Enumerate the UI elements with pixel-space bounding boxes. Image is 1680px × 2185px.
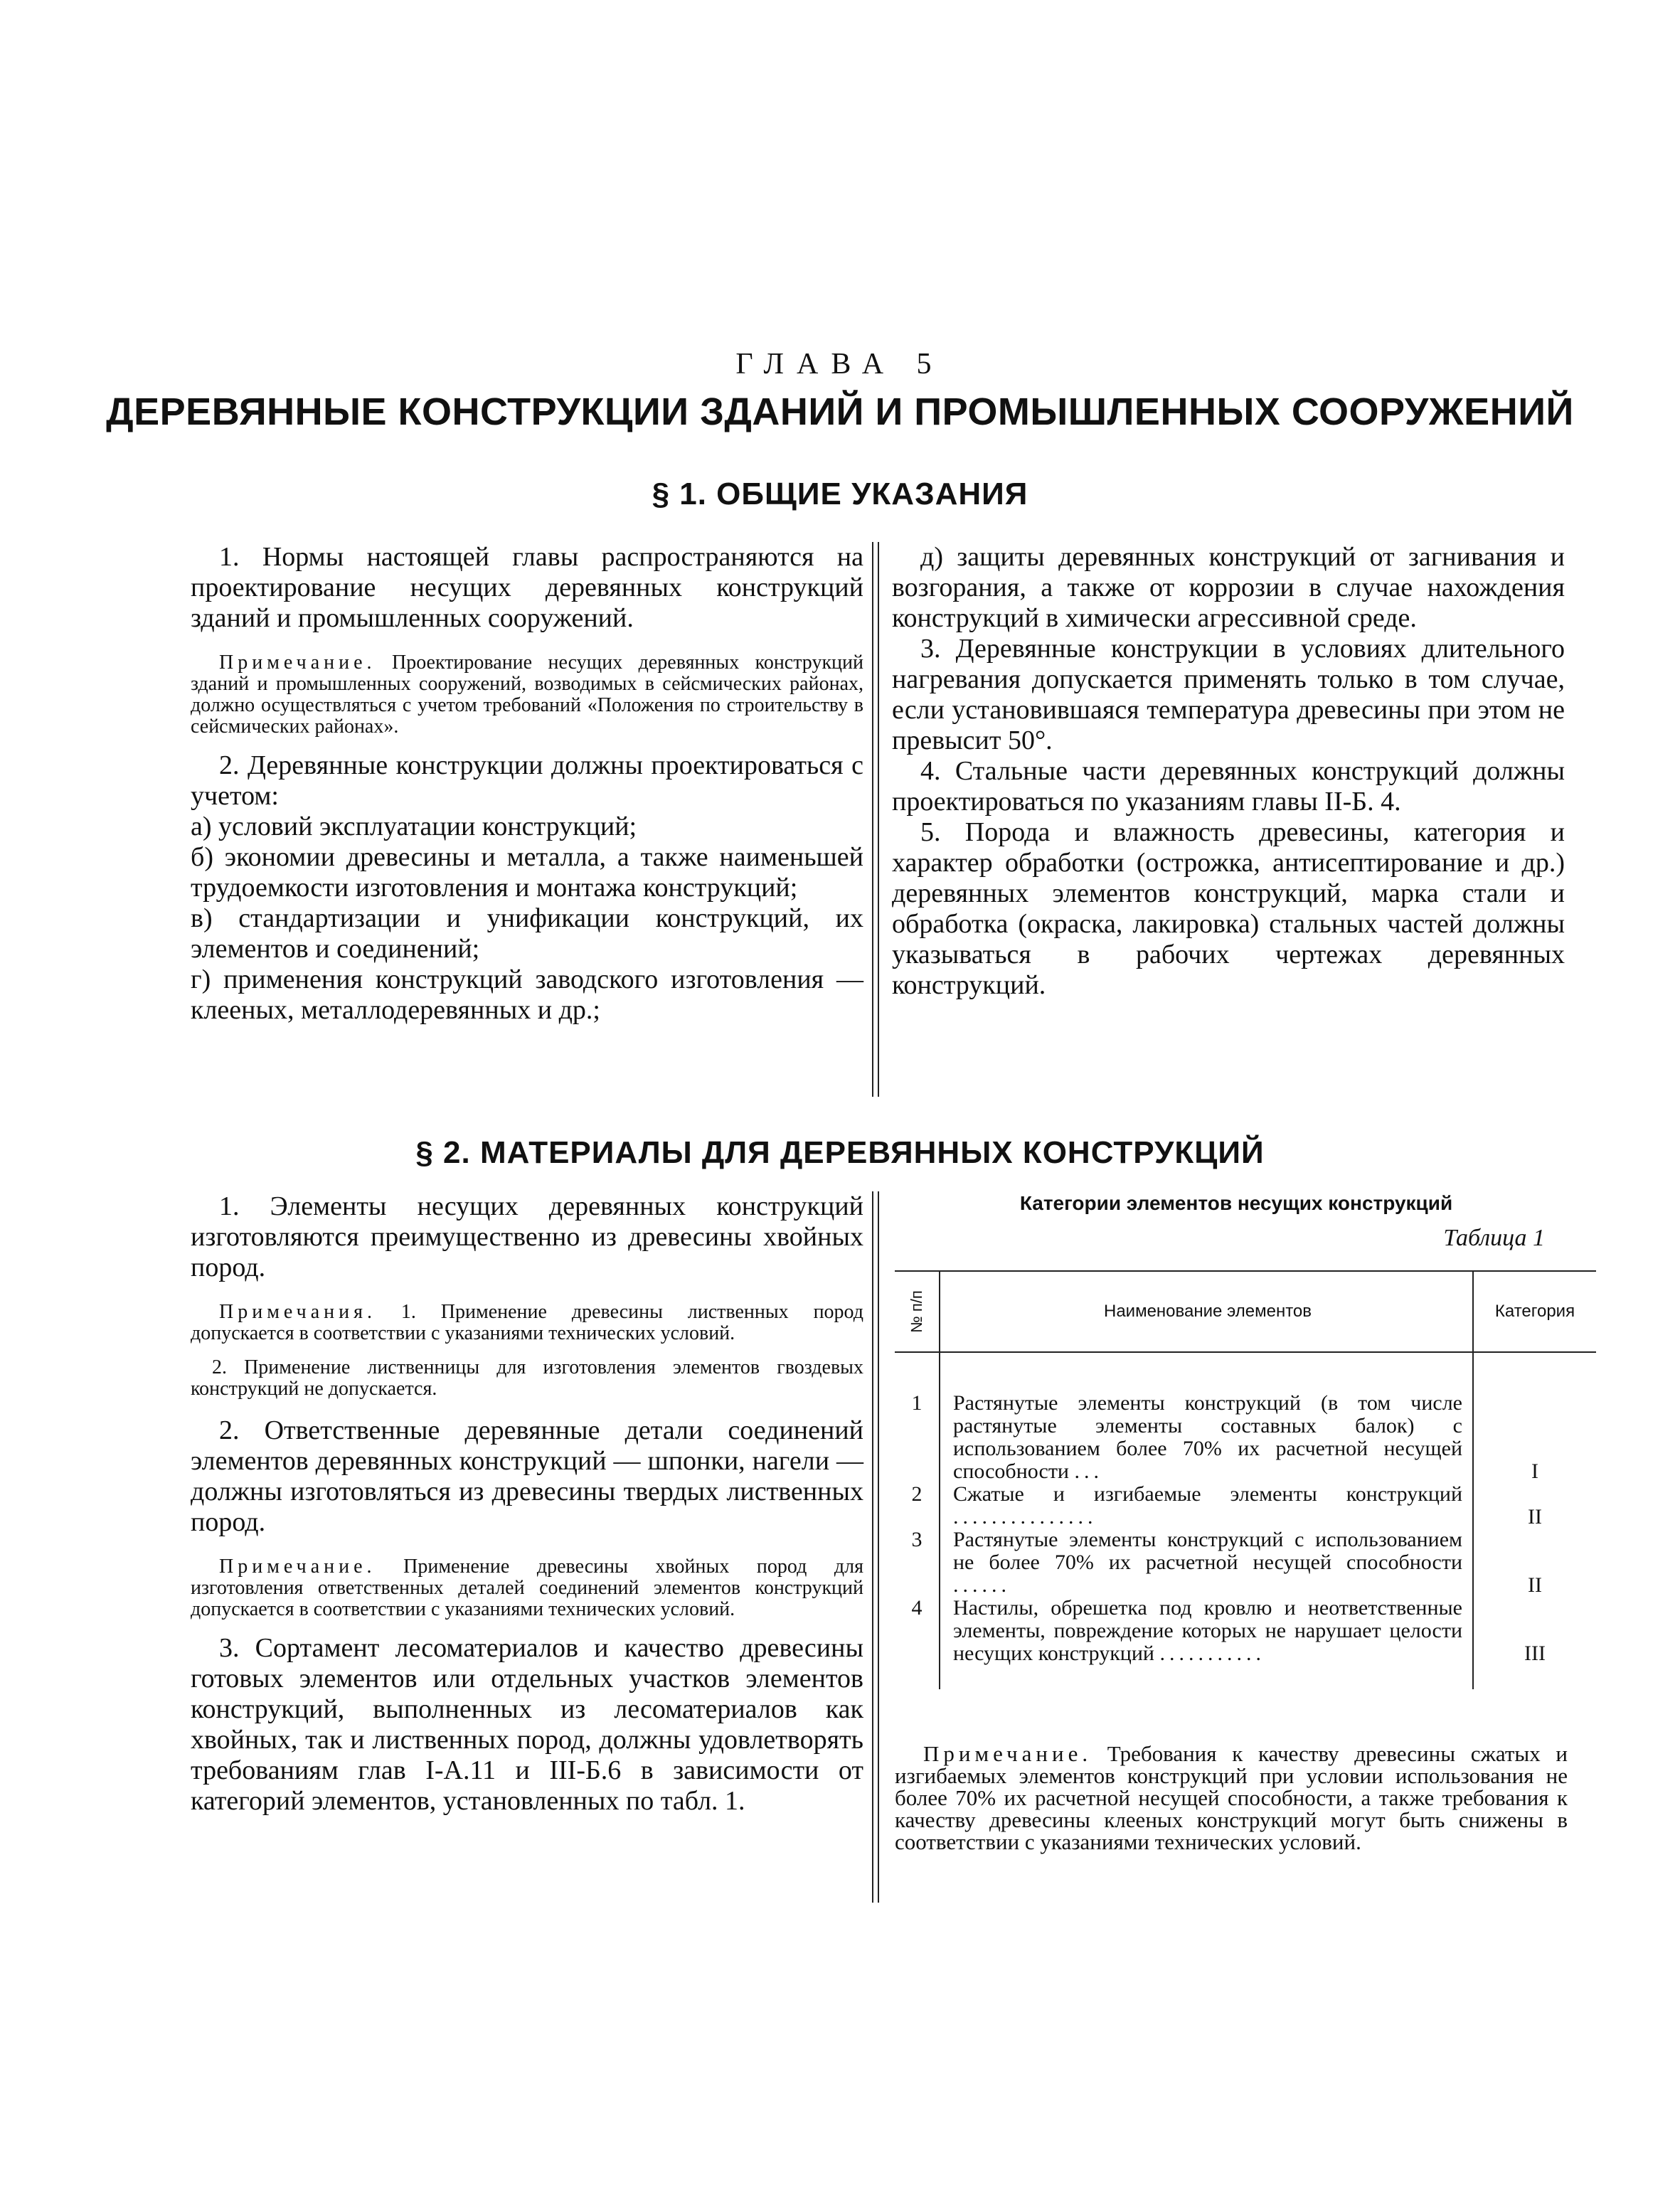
section1-para-2: 2. Деревянные конструкции должны проектироваться с учетом: <box>191 750 863 811</box>
section2-heading: § 2. МАТЕРИАЛЫ ДЛЯ ДЕРЕВЯННЫХ КОНСТРУКЦИЙ <box>415 1135 1265 1170</box>
chapter-label: ГЛАВА 5 <box>735 348 945 381</box>
section1-item-b: б) экономии древесины и металла, а также наименьшей трудоемкости изготовления и монтажа конструкций; <box>191 842 863 903</box>
section1-item-a: а) условий эксплуатации конструкций; <box>191 812 637 841</box>
row-category: I <box>1531 1460 1538 1483</box>
section1-note <box>191 652 863 738</box>
column-divider <box>878 542 879 1097</box>
section1-para-1: 1. Нормы настоящей главы распространяются на проектирование несущих деревянных конструкций зданий и промышленных сооружений. <box>191 542 863 633</box>
header-category: Категория <box>1473 1271 1596 1352</box>
table-spacer-row <box>895 1665 1596 1689</box>
section1-item-v: в) стандартизации и унификации конструкций, их элементов и соединений; <box>191 903 863 964</box>
table-row <box>895 1392 1596 1483</box>
table-row <box>895 1597 1596 1665</box>
column-divider <box>872 1191 873 1903</box>
row-number: 4 <box>895 1597 940 1665</box>
table-row <box>895 1529 1596 1597</box>
section2-left-column <box>191 1191 863 1817</box>
notes-item-1: 1. Применение древесины лиственных пород допускается в соответствии с указаниями технических условий. <box>191 1301 863 1344</box>
row-number: 1 <box>895 1392 940 1483</box>
note-text: Применение древесины хвойных пород для изготовления ответственных деталей соединений элементов конструкций допускается в соответствии с указаниями технических условий. <box>191 1556 863 1620</box>
row-element-name: Растянутые элементы конструкций (в том числе растянутые элементы составных балок) с использованием более 70% их расчетной несущей способности ... <box>940 1392 1473 1483</box>
note-text: Требования к качеству древесины сжатых и изгибаемых элементов конструкций при условии использования не более 70% их расчетной несущей способности, а также требования к качеству древесины клееных конструкций могут быть снижены в соответствии с указаниями технических условий. <box>895 1741 1568 1854</box>
row-element-name: Растянутые элементы конструкций с использованием не более 70% их расчетной несущей способности ...... <box>940 1529 1473 1597</box>
section1-heading: § 1. ОБЩИЕ УКАЗАНИЯ <box>652 477 1028 511</box>
table-header-row <box>895 1271 1596 1352</box>
dot-leader: ...... <box>953 1573 1011 1597</box>
note-label: Примечание. <box>219 1556 376 1578</box>
header-element-name: Наименование элементов <box>940 1271 1473 1352</box>
notes-item-2: 2. Применение лиственницы для изготовления элементов гвоздевых конструкций не допускается. <box>191 1356 863 1400</box>
row-category: III <box>1524 1642 1546 1665</box>
row-number: 2 <box>895 1483 940 1529</box>
column-divider <box>878 1191 879 1903</box>
column-divider <box>872 542 873 1097</box>
section2-para-2: 2. Ответственные деревянные детали соединений элементов деревянных конструкций — шпонки, нагели — должны изготовляться из древесины твердых лиственных пород. <box>191 1415 863 1537</box>
categories-table <box>895 1270 1596 1689</box>
section2-para-1: 1. Элементы несущих деревянных конструкций изготовляются преимущественно из древесины хвойных пород. <box>191 1191 863 1282</box>
note-text: Проектирование несущих деревянных конструкций зданий и промышленных сооружений, возводимых в сейсмических районах, должно осуществляться с учетом требований «Положения по строительству в сейсмических районах». <box>191 652 863 738</box>
note-label: Примечание. <box>923 1741 1092 1766</box>
row-element-name: Настилы, обрешетка под кровлю и неответственные элементы, повреждение которых не нарушает целости несущих конструкций ........... <box>940 1597 1473 1665</box>
row-element-name: Сжатые и изгибаемые элементы конструкций ............... <box>940 1483 1473 1529</box>
section1-right-column <box>892 542 1565 1001</box>
row-number: 3 <box>895 1529 940 1597</box>
section1-para-5: 5. Порода и влажность древесины, категория и характер обработки (острожка, антисептирование и др.) деревянных элементов конструкций, марка стали и обработка (окраска, лакировка) стальных частей должны указываться в рабочих чертежах деревянных конструкций. <box>892 817 1565 1000</box>
section2-notes <box>191 1302 863 1344</box>
section2-note <box>191 1556 863 1620</box>
section1-para-4: 4. Стальные части деревянных конструкций должны проектироваться по указаниям главы II-Б. 4. <box>892 756 1565 817</box>
table-spacer-row <box>895 1352 1596 1392</box>
table-row <box>895 1483 1596 1529</box>
row-category: II <box>1528 1505 1542 1529</box>
section1-item-g: г) применения конструкций заводского изготовления — клееных, металлодеревянных и др.; <box>191 964 863 1025</box>
section1-left-column <box>191 542 863 1026</box>
dot-leader: ........... <box>1159 1642 1265 1665</box>
row-category: II <box>1528 1573 1542 1597</box>
header-number: № п/п <box>895 1271 940 1352</box>
dot-leader: ... <box>1074 1460 1103 1483</box>
section1-item-d: д) защиты деревянных конструкций от загнивания и возгорания, а также от коррозии в случае нахождения конструкций в химически агрессивной среде. <box>892 542 1565 633</box>
section1-para-3: 3. Деревянные конструкции в условиях длительного нагревания допускается применять только в том случае, если установившаяся температура древесины при этом не превысит 50°. <box>892 634 1565 755</box>
section2-para-3: 3. Сортамент лесоматериалов и качество древесины готовых элементов или отдельных участков элементов конструкций, выполненных из лесоматериалов как хвойных, так и лиственных пород, должны удовлетворять требованиям глав I-А.11 и III-Б.6 в зависимости от категорий элементов, установленных по табл. 1. <box>191 1633 863 1816</box>
table-note <box>895 1743 1568 1853</box>
chapter-title: ДЕРЕВЯННЫЕ КОНСТРУКЦИИ ЗДАНИЙ И ПРОМЫШЛЕННЫХ СООРУЖЕНИЙ <box>106 390 1574 433</box>
dot-leader: ............... <box>953 1505 1097 1529</box>
table-number: Таблица 1 <box>1443 1225 1545 1251</box>
note-label: Примечание. <box>219 652 376 674</box>
table-note-block <box>895 1743 1568 1853</box>
notes-label: Примечания. <box>219 1301 377 1323</box>
table-title: Категории элементов несущих конструкций <box>1019 1192 1453 1214</box>
